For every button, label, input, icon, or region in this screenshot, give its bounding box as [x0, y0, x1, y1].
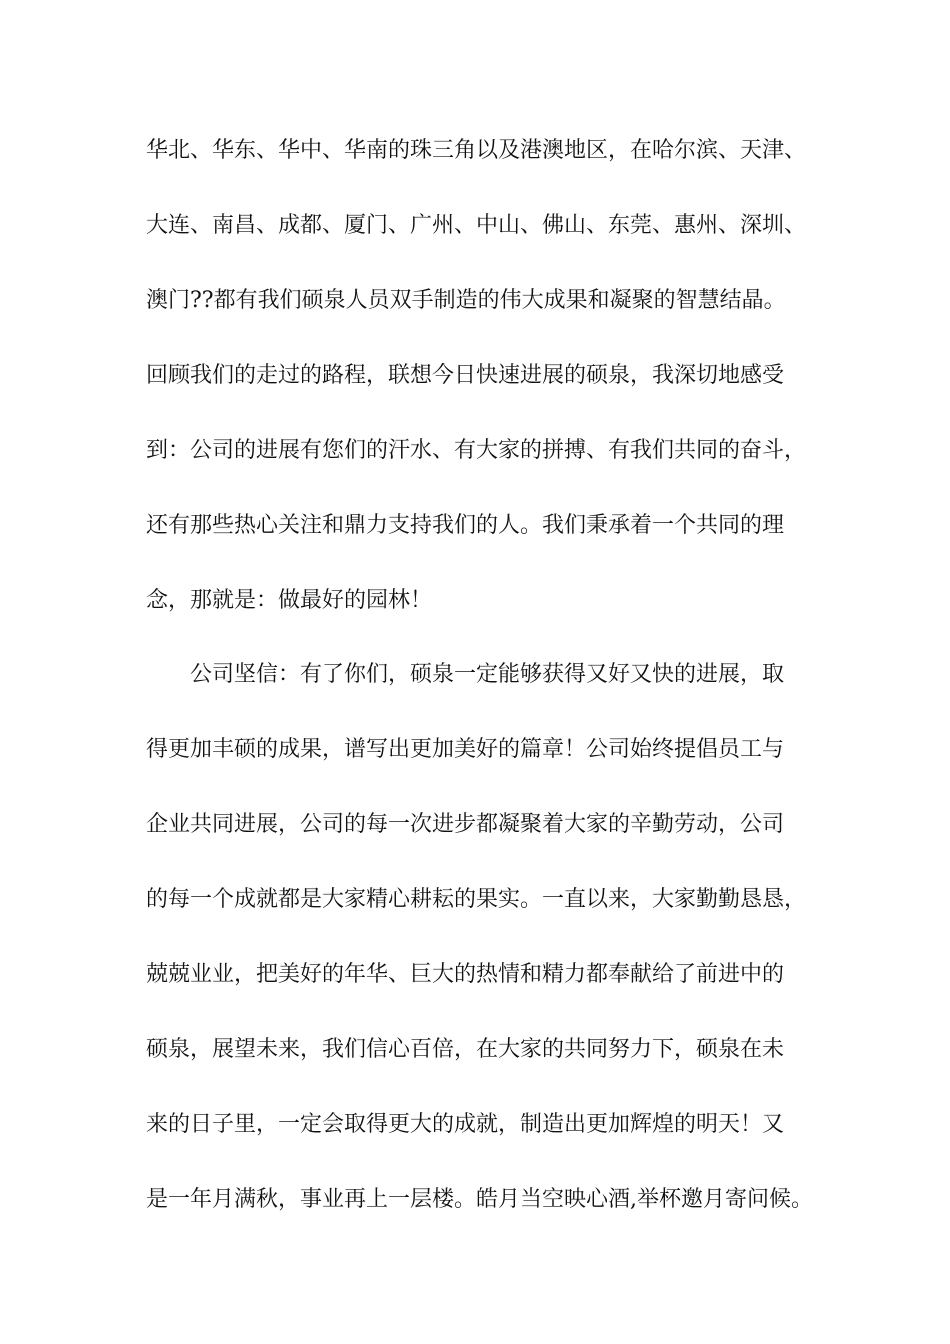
text-line-12: 兢兢业业，把美好的年华、巨大的热情和精力都奉献给了前进中的: [146, 962, 785, 987]
text-line-11: 的每一个成就都是大家精心耕耘的果实。一直以来，大家勤勤恳恳，: [146, 887, 807, 912]
text-line-5: 到：公司的进展有您们的汗水、有大家的拼搏、有我们共同的奋斗，: [146, 438, 807, 463]
paragraph-start-line: 公司坚信：有了你们，硕泉一定能够获得又好又快的进展，取: [190, 662, 785, 687]
text-line-7: 念，那就是：做最好的园林！: [146, 588, 433, 613]
text-line-4: 回顾我们的走过的路程，联想今日快速进展的硕泉，我深切地感受: [146, 363, 785, 388]
text-line-15: 是一年月满秋，事业再上一层楼。皓月当空映心酒,举杯邀月寄问候。: [146, 1187, 813, 1212]
text-line-1: 华北、华东、华中、华南的珠三角以及港澳地区，在哈尔滨、天津、: [146, 138, 807, 163]
text-line-10: 企业共同进展，公司的每一次进步都凝聚着大家的辛勤劳动，公司: [146, 812, 785, 837]
text-line-3: 澳门??都有我们硕泉人员双手制造的伟大成果和凝聚的智慧结晶。: [146, 288, 786, 313]
text-line-13: 硕泉，展望未来，我们信心百倍，在大家的共同努力下，硕泉在未: [146, 1037, 785, 1062]
text-line-2: 大连、南昌、成都、厦门、广州、中山、佛山、东莞、惠州、深圳、: [146, 213, 807, 238]
text-line-6: 还有那些热心关注和鼎力支持我们的人。我们秉承着一个共同的理: [146, 513, 785, 538]
text-line-14: 来的日子里，一定会取得更大的成就，制造出更加辉煌的明天！又: [146, 1112, 785, 1137]
text-line-9: 得更加丰硕的成果，谱写出更加美好的篇章！公司始终提倡员工与: [146, 737, 785, 762]
